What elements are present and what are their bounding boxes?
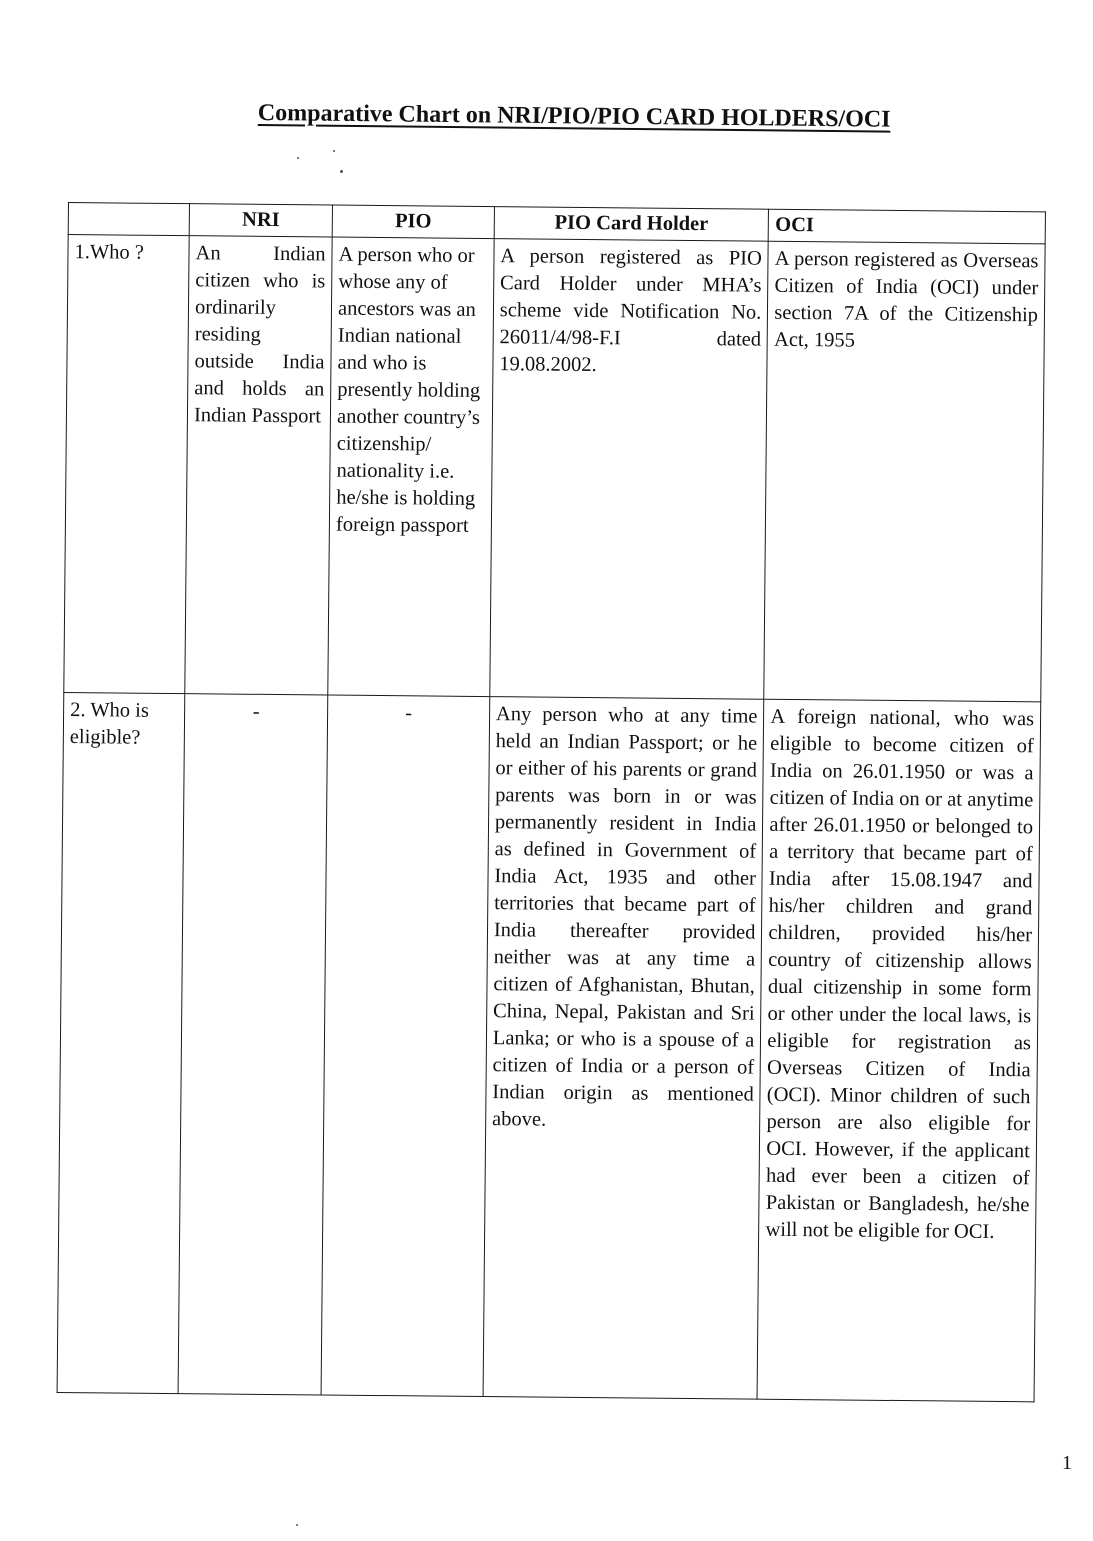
cell-eligible-nri: - — [178, 694, 328, 1395]
table-row — [57, 692, 1041, 1401]
scan-speck — [296, 1524, 298, 1526]
scan-speck — [297, 157, 299, 159]
header-blank — [68, 203, 189, 236]
cell-who-pio-card-holder: A person registered as PIO Card Holder under MHA’s scheme vide Notification No. 26011/4/98-F.I dated 19.08.2002. — [490, 239, 769, 700]
cell-eligible-pio: - — [321, 695, 489, 1397]
header-pio-card-holder: PIO Card Holder — [494, 207, 769, 242]
table-row — [64, 235, 1045, 702]
cell-eligible-pio-card-holder: Any person who at any time held an Indian Passport; or he or either of his parents or grand parents was born in or was permanently resident in India as defined in Government of India Act, 1935 and other territories that became part of India thereafter provided neither was at any time a citizen of Afghanistan, Bhutan, China, Nepal, Pakistan and Sri Lanka; or who is a spouse of a citizen of India or a person of Indian origin as mentioned above. — [483, 697, 764, 1400]
header-pio: PIO — [332, 205, 494, 239]
row-label-who-is-eligible: 2. Who is eligible? — [57, 692, 185, 1393]
scan-speck — [333, 150, 335, 152]
header-nri: NRI — [189, 204, 332, 237]
scan-speck — [340, 170, 343, 173]
cell-who-oci: A person registered as Overseas Citizen of India (OCI) under section 7A of the Citizenship Act, 1955 — [764, 241, 1045, 702]
row-label-who: 1.Who ? — [64, 235, 189, 694]
header-oci: OCI — [769, 209, 1046, 244]
cell-who-nri: An Indian citizen who is ordinarily residing outside India and holds an Indian Passport — [185, 236, 332, 695]
cell-who-pio: A person who or whose any of ancestors was an Indian national and who is presently holding another country’s citizenship/ nationality i.e. he/she is holding foreign passport — [328, 237, 494, 697]
cell-eligible-oci: A foreign national, who was eligible to become citizen of India on 26.01.1950 or was a citizen of India on or at anytime after 26.01.1950 or belonged to a territory that became part of India after 15.08.1947 and his/her children and grand children, provided his/her country of citizenship allows dual citizenship in some form or other under the local laws, is eligible for registration as Overseas Citizen of India (OCI). Minor children of such person are also eligible for OCI. However, if the applicant had ever been a citizen of Pakistan or Bangladesh, he/she will not be eligible for OCI. — [757, 699, 1040, 1402]
page-number: 1 — [1062, 1452, 1072, 1474]
comparison-table — [57, 202, 1046, 1402]
document-title: Comparative Chart on NRI/PIO/PIO CARD HOLDERS/OCI — [257, 100, 891, 133]
